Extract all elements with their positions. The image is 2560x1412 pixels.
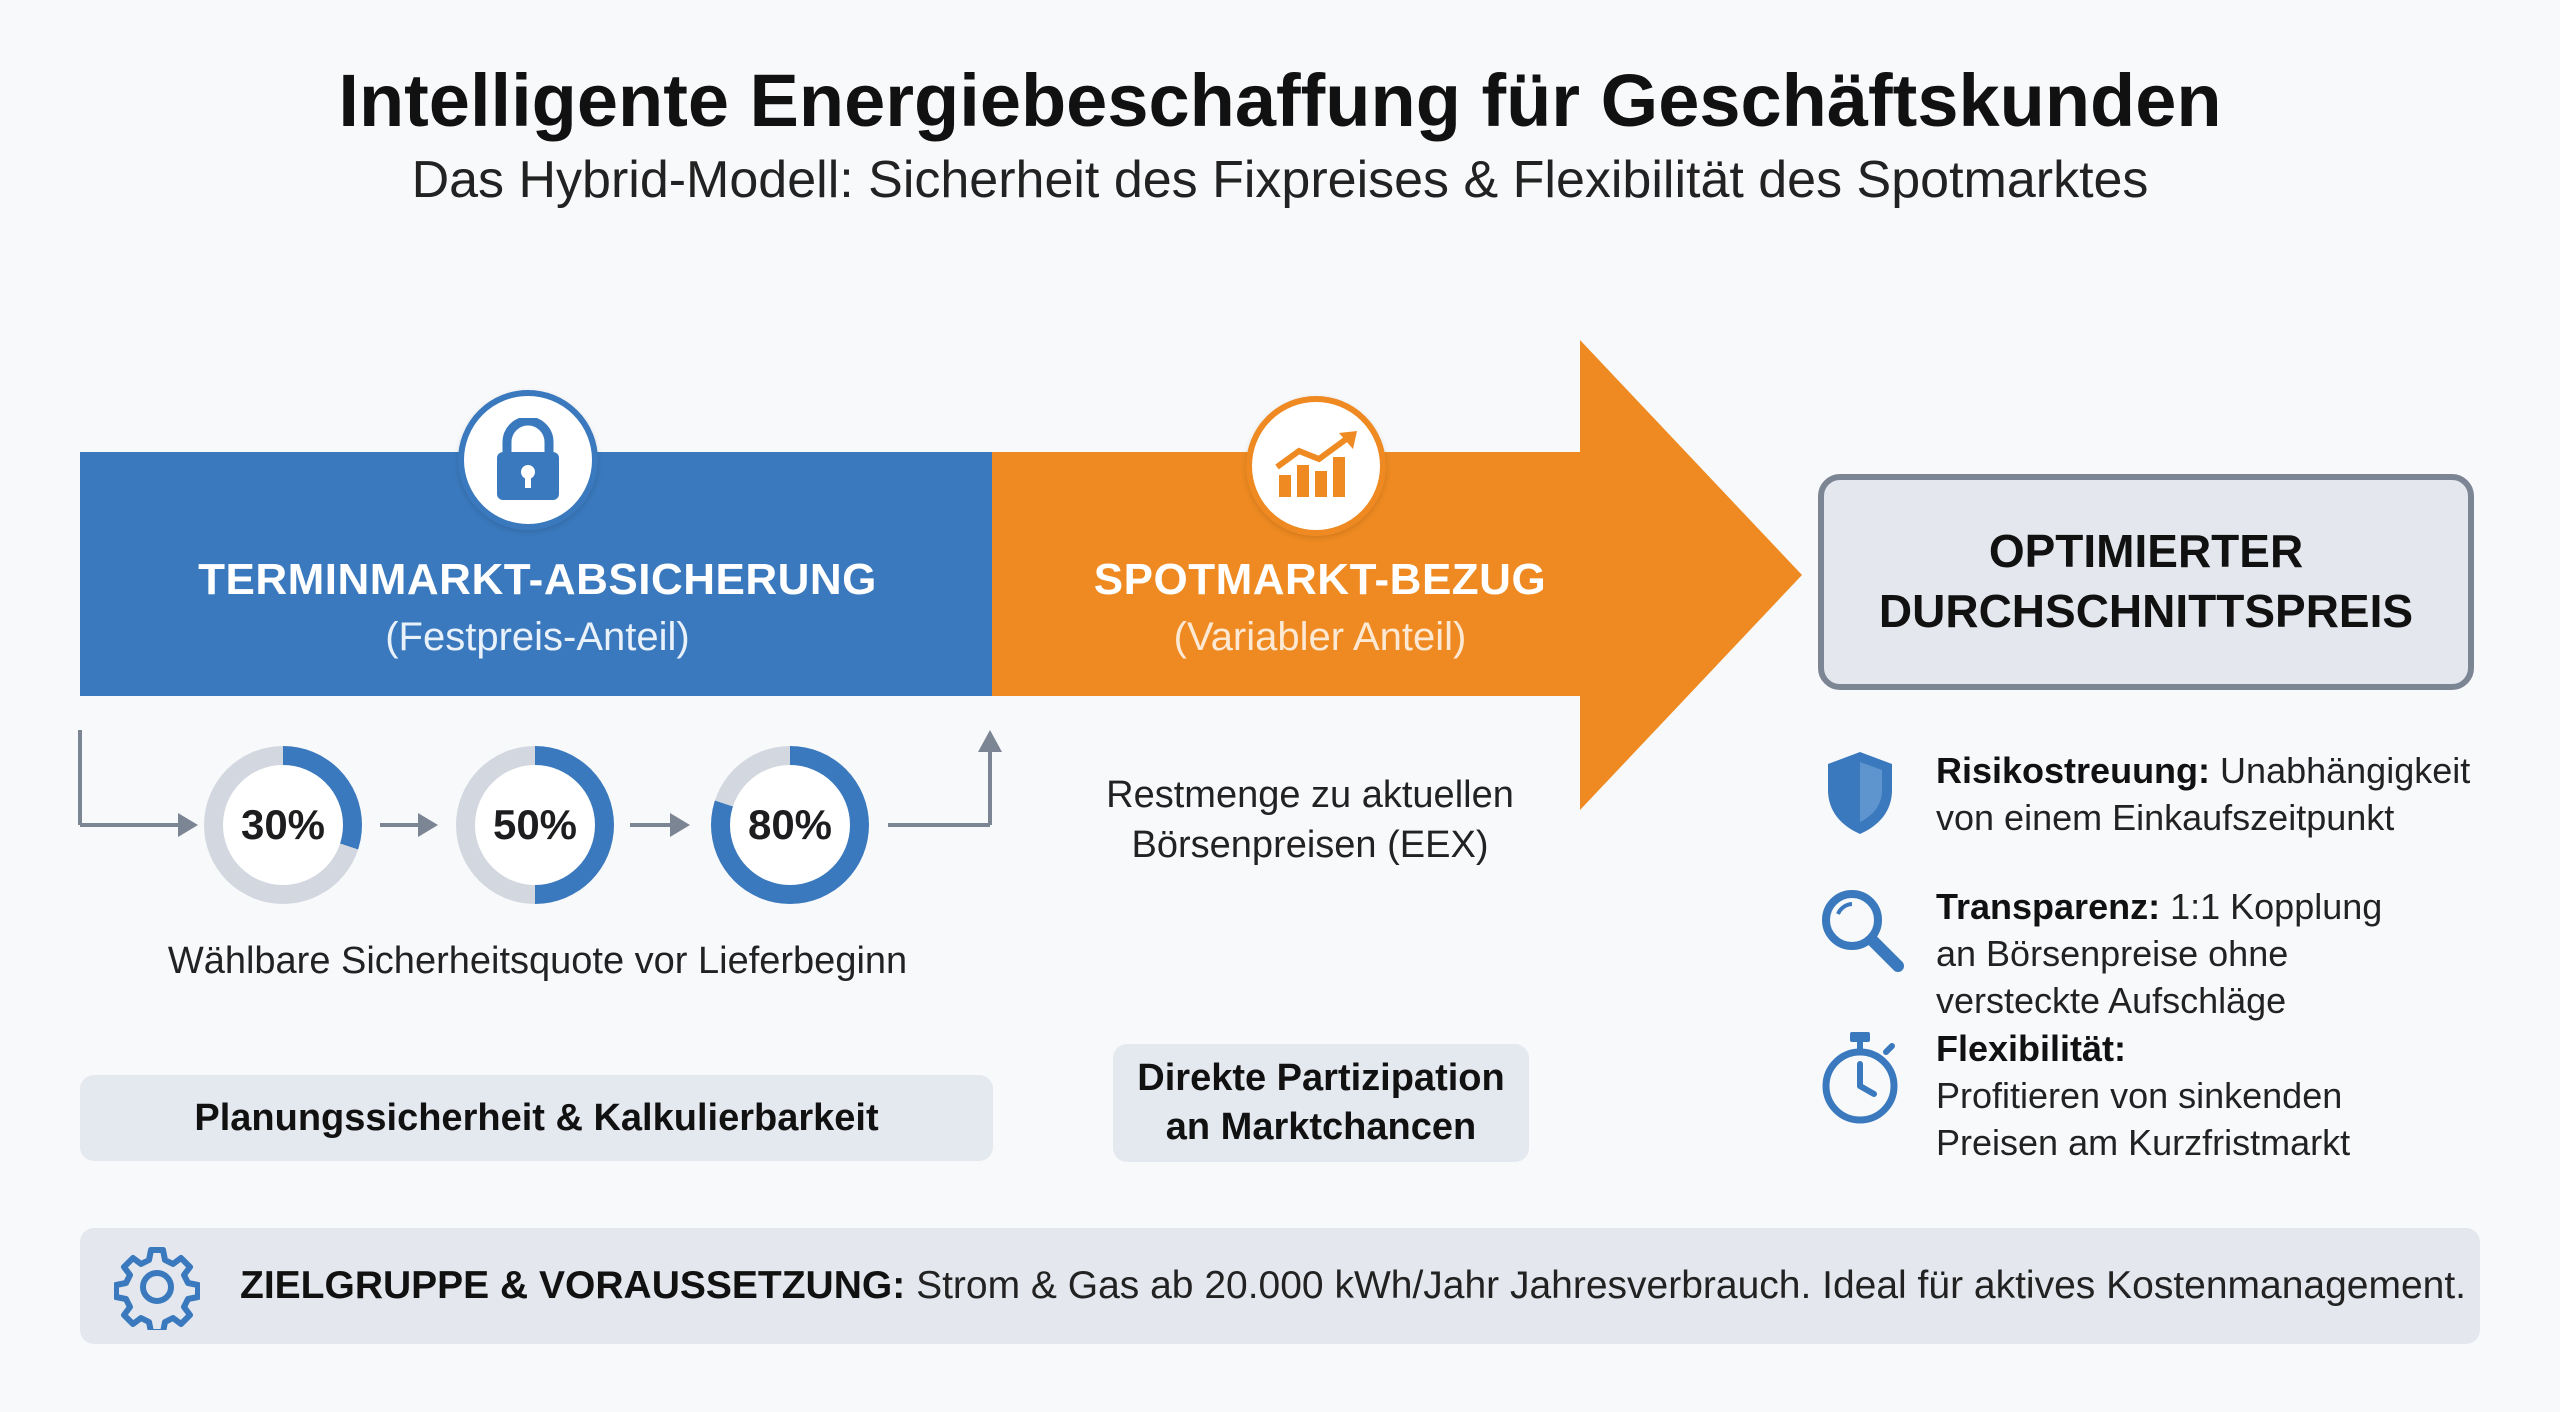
benefit-text: 1:1 Kopplung	[2170, 886, 2383, 927]
benefit-text: versteckte Aufschläge	[1936, 979, 2287, 1021]
result-box	[1818, 474, 2474, 690]
result-line: DURCHSCHNITTSPREIS	[1878, 585, 2414, 637]
benefit-risk	[1936, 748, 2536, 842]
page-subtitle: Das Hybrid-Modell: Sicherheit des Fixpreises & Flexibilität des Spotmarktes	[411, 151, 2149, 209]
spotmarkt-label	[995, 555, 1645, 660]
gear-icon	[114, 1244, 200, 1330]
footer-body: Strom & Gas ab 20.000 kWh/Jahr Jahresverbrauch. Ideal für aktives Kostenmanagement.	[916, 1264, 2467, 1307]
spot-caption-line: Restmenge zu aktuellen	[1106, 774, 1514, 816]
quota-donut-50	[456, 746, 614, 904]
spot-caption	[1030, 770, 1590, 870]
quota-label: 30%	[223, 765, 343, 885]
terminmarkt-label	[80, 555, 995, 660]
quota-caption: Wählbare Sicherheitsquote vor Lieferbeginn	[167, 940, 908, 982]
benefit-text: Preisen am Kurzfristmarkt	[1936, 1121, 2351, 1163]
shield-icon	[1822, 748, 1898, 838]
quota-donut-80	[711, 746, 869, 904]
target-group-footer	[80, 1228, 2480, 1344]
participation-line: an Marktchancen	[1165, 1106, 1477, 1148]
benefit-title: Flexibilität:	[1936, 1028, 2127, 1069]
quota-donut-30	[204, 746, 362, 904]
magnifier-icon	[1816, 884, 1906, 974]
participation-pill	[1113, 1044, 1529, 1162]
spot-caption-line: Börsenpreisen (EEX)	[1131, 824, 1489, 867]
spotmarkt-subtitle: (Variabler Anteil)	[1173, 615, 1467, 659]
terminmarkt-title: TERMINMARKT-ABSICHERUNG	[198, 555, 877, 604]
participation-line: Direkte Partizipation	[1137, 1057, 1505, 1100]
benefit-title: Transparenz:	[1936, 886, 2161, 927]
lock-icon	[458, 390, 598, 530]
footer-label: ZIELGRUPPE & VORAUSSETZUNG:	[240, 1264, 906, 1307]
quota-label: 80%	[730, 765, 850, 885]
benefit-title: Risikostreuung:	[1936, 750, 2211, 791]
benefit-text: an Börsenpreise ohne	[1936, 932, 2289, 974]
benefit-text: von einem Einkaufszeitpunkt	[1936, 796, 2395, 838]
planning-pill: Planungssicherheit & Kalkulierbarkeit	[80, 1075, 993, 1161]
stopwatch-icon	[1818, 1030, 1902, 1126]
spotmarkt-title: SPOTMARKT-BEZUG	[1093, 555, 1547, 604]
benefit-transparency	[1936, 884, 2536, 1024]
benefit-flexibility	[1936, 1026, 2536, 1166]
quota-label: 50%	[475, 765, 595, 885]
benefit-text: Unabhängigkeit	[2220, 750, 2471, 791]
terminmarkt-subtitle: (Festpreis-Anteil)	[385, 615, 690, 659]
page-title: Intelligente Energiebeschaffung für Geschäftskunden	[338, 59, 2222, 142]
chart-growth-icon	[1246, 396, 1386, 536]
result-line: OPTIMIERTER	[1988, 525, 2304, 578]
footer-text	[240, 1228, 2466, 1344]
benefit-text: Profitieren von sinkenden	[1936, 1074, 2343, 1116]
